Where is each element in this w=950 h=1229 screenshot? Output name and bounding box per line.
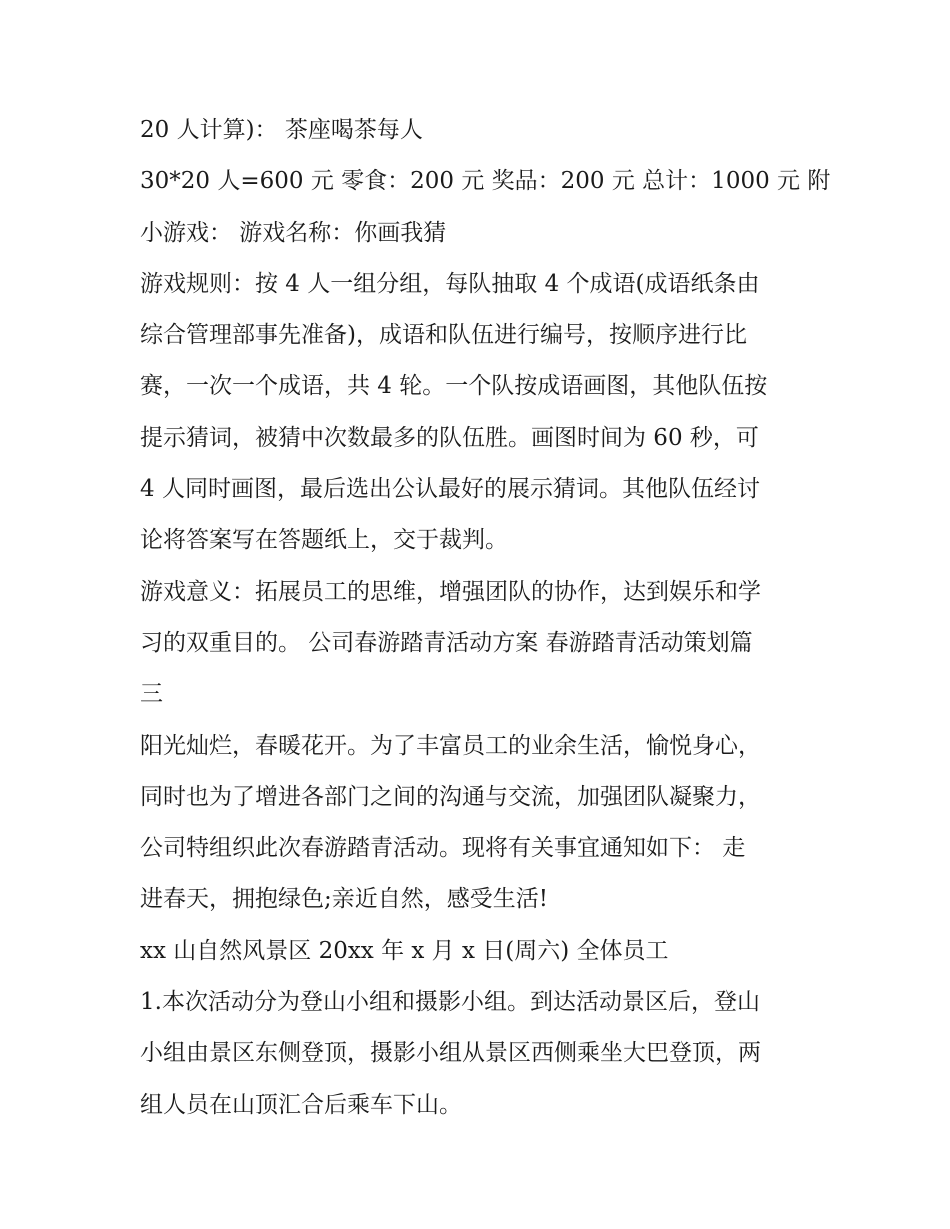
text-line: 20 人计算)： 茶座喝茶每人 bbox=[140, 117, 423, 143]
text-line: 30*20 人=600 元 零食：200 元 奖品：200 元 总计：1000 元 附 bbox=[140, 168, 831, 195]
text-line: 组人员在山顶汇合后乘车下山。 bbox=[140, 1091, 462, 1118]
text-line: 公司特组织此次春游踏青活动。现将有关事宜通知如下： 走 bbox=[140, 835, 746, 862]
text-line: 4 人同时画图，最后选出公认最好的展示猜词。其他队伍经讨 bbox=[140, 476, 760, 503]
text-line: 小组由景区东侧登顶，摄影小组从景区西侧乘坐大巴登顶，两 bbox=[140, 1040, 761, 1067]
text-line: 赛，一次一个成语，共 4 轮。一个队按成语画图，其他队伍按 bbox=[140, 373, 768, 400]
text-line: 同时也为了增进各部门之间的沟通与交流，加强团队凝聚力， bbox=[140, 783, 761, 810]
document-body bbox=[140, 105, 831, 1131]
text-line: 阳光灿烂，春暖花开。为了丰富员工的业余生活，愉悦身心， bbox=[140, 732, 761, 759]
text-line: 习的双重目的。 公司春游踏青活动方案 春游踏青活动策划篇 bbox=[140, 629, 753, 656]
text-line: 小游戏： 游戏名称：你画我猜 bbox=[140, 219, 447, 246]
text-line: 综合管理部事先准备)，成语和队伍进行编号，按顺序进行比 bbox=[140, 322, 747, 349]
text-line: 论将答案写在答题纸上，交于裁判。 bbox=[140, 527, 508, 554]
text-line: 进春天，拥抱绿色;亲近自然，感受生活! bbox=[140, 886, 548, 913]
text-line: 三 bbox=[140, 681, 163, 708]
text-line: 1.本次活动分为登山小组和摄影小组。到达活动景区后，登山 bbox=[140, 989, 760, 1016]
text-line: 游戏意义：拓展员工的思维，增强团队的协作，达到娱乐和学 bbox=[140, 578, 761, 605]
text-line: xx 山自然风景区 20xx 年 x 月 x 日(周六) 全体员工 bbox=[140, 937, 669, 964]
text-line: 提示猜词，被猜中次数最多的队伍胜。画图时间为 60 秒，可 bbox=[140, 424, 759, 451]
text-line: 游戏规则：按 4 人一组分组，每队抽取 4 个成语(成语纸条由 bbox=[140, 270, 760, 297]
